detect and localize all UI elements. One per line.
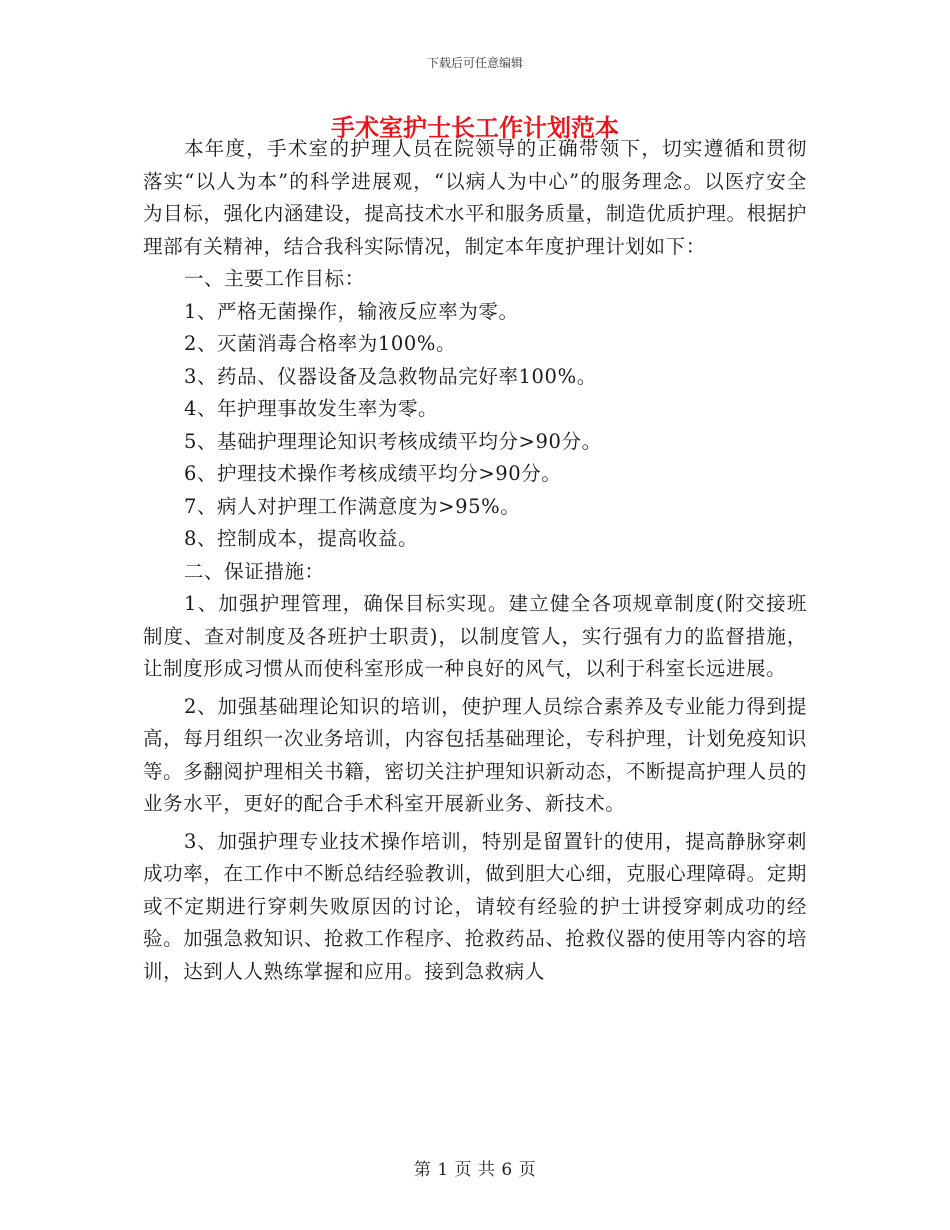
paragraph-measure-1: 1、加强护理管理，确保目标实现。建立健全各项规章制度(附交接班制度、查对制度及各班护士职责)，以制度管人，实行强有力的监督措施，让制度形成习惯从而使科室形成一种良好的风气，以利于科室长远进展。: [143, 592, 807, 680]
paragraph-measure-3: 3、加强护理专业技术操作培训，特别是留置针的使用，提高静脉穿刺成功率，在工作中不断总结经验教训，做到胆大心细，克服心理障碍。定期或不定期进行穿刺失败原因的讨论，请较有经验的护士讲授穿刺成功的经验。加强急救知识、抢救工作程序、抢救药品、抢救仪器的使用等内容的培训，达到人人熟练掌握和应用。接到急救病人: [143, 829, 807, 983]
list-item: 3、药品、仪器设备及急救物品完好率100%。: [183, 364, 597, 388]
document-body: [143, 133, 807, 988]
list-item: 4、年护理事故发生率为零。: [183, 397, 439, 420]
paragraph-measure-2: 2、加强基础理论知识的培训，使护理人员综合素养及专业能力得到提高，每月组织一次业务培训，内容包括基础理论，专科护理，计划免疫知识等。多翻阅护理相关书籍，密切关注护理知识新动态，不断提高护理人员的业务水平，更好的配合手术科室开展新业务、新技术。: [143, 694, 807, 815]
list-item: 2、灭菌消毒合格率为100%。: [183, 332, 457, 355]
document-title: 手术室护士长工作计划范本: [331, 113, 619, 142]
list-item: 8、控制成本，提高收益。: [183, 527, 419, 550]
list-item: 7、病人对护理工作满意度为>95%。: [183, 494, 521, 518]
list-item: 5、基础护理理论知识考核成绩平均分>90分。: [183, 429, 602, 453]
header-note: 下载后可任意编辑: [426, 56, 523, 70]
list-item: 1、严格无菌操作，输液反应率为零。: [183, 299, 519, 323]
section-heading-goals: 一、主要工作目标：: [183, 267, 365, 290]
page-number: 第 1 页 共 6 页: [413, 1160, 537, 1180]
list-item: 6、护理技术操作考核成绩平均分>90分。: [183, 462, 562, 485]
paragraph-intro: 本年度，手术室的护理人员在院领导的正确带领下，切实遵循和贯彻落实“以人为本”的科学进展观，“以病人为中心”的服务理念。以医疗安全为目标，强化内涵建设，提高技术水平和服务质量，制造优质护理。根据护理部有关精神，结合我科实际情况，制定本年度护理计划如下：: [143, 137, 807, 258]
section-heading-measures: 二、保证措施：: [183, 559, 325, 583]
